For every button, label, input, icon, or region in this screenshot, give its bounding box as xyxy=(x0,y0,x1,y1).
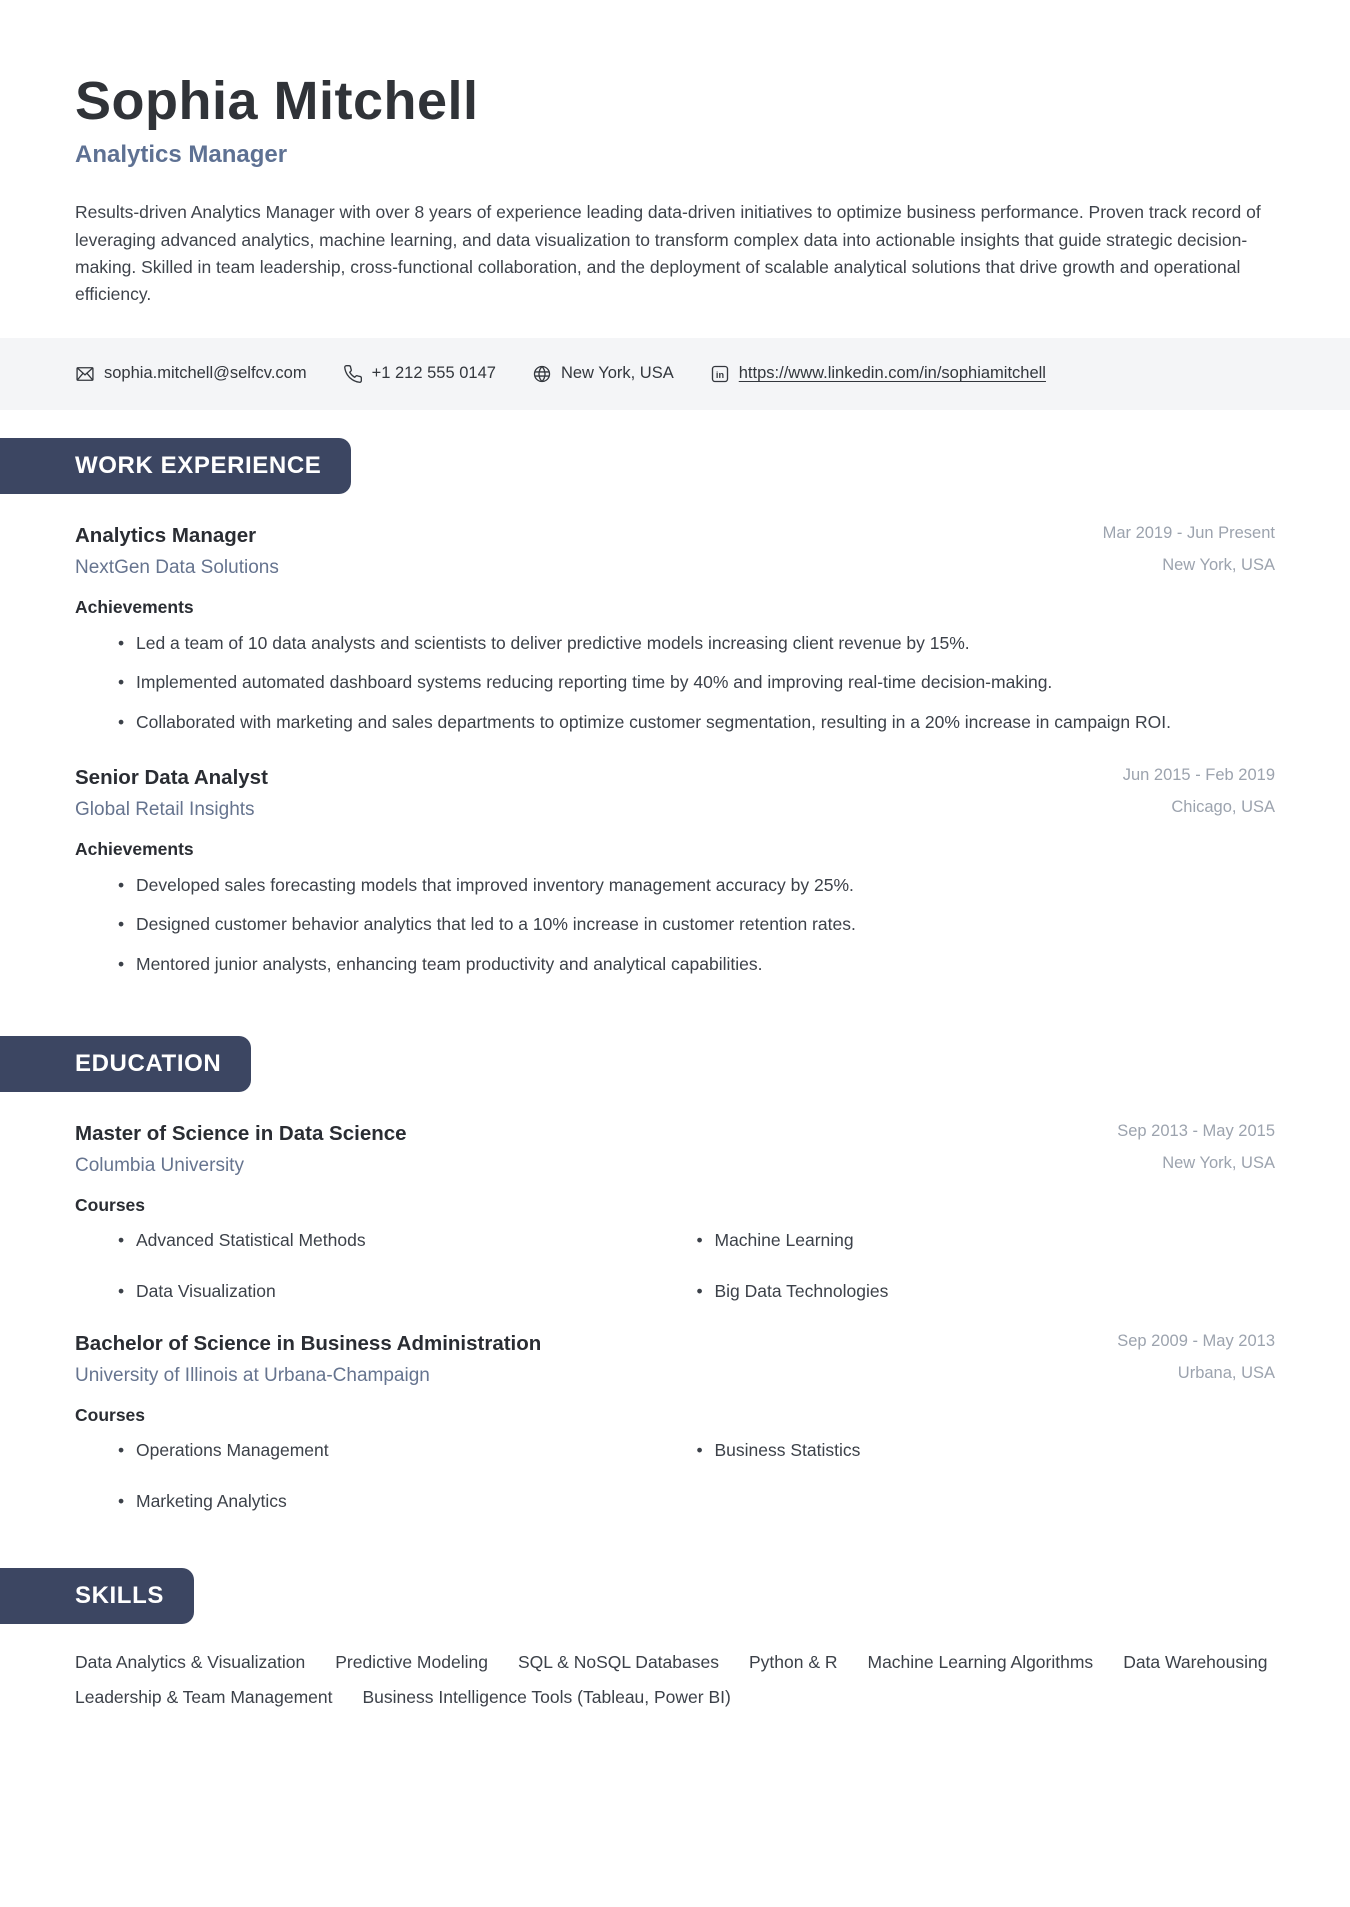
achievements-list xyxy=(75,872,1275,978)
education-section xyxy=(0,1122,1350,1512)
linkedin-link[interactable]: https://www.linkedin.com/in/sophiamitchell xyxy=(738,364,1046,383)
course-item: • Operations Management xyxy=(118,1440,697,1461)
achievements-label: Achievements xyxy=(75,838,194,859)
skill-item: Data Warehousing xyxy=(1123,1652,1268,1673)
contact-email-text: sophia.mitchell@selfcv.com xyxy=(104,364,307,383)
job-location: Chicago, USA xyxy=(1171,797,1275,816)
achievement-item: • Developed sales forecasting models that improved inventory management accuracy by 25%. xyxy=(118,872,1266,899)
degree-location: Urbana, USA xyxy=(1177,1364,1275,1383)
contact-phone xyxy=(343,364,496,384)
degree-dates: Sep 2013 - May 2015 xyxy=(1117,1122,1275,1141)
skill-item: SQL & NoSQL Databases xyxy=(517,1652,719,1673)
achievement-item: • Led a team of 10 data analysts and scientists to deliver predictive models increasing client revenue by 15%. xyxy=(118,630,1266,657)
skill-item: Machine Learning Algorithms xyxy=(867,1652,1094,1673)
job-title: Analytics Manager xyxy=(75,523,257,547)
work-section xyxy=(0,524,1350,978)
courses-label: Courses xyxy=(75,1405,146,1426)
course-item: • Marketing Analytics xyxy=(118,1491,697,1512)
resume-header xyxy=(0,0,1350,308)
contact-band xyxy=(0,338,1350,410)
job-dates: Jun 2015 - Feb 2019 xyxy=(1122,765,1275,784)
degree-school: Columbia University xyxy=(75,1155,244,1177)
job-company: NextGen Data Solutions xyxy=(75,556,279,578)
courses-label: Courses xyxy=(75,1195,146,1216)
course-item: • Data Visualization xyxy=(118,1281,697,1302)
achievements-label: Achievements xyxy=(75,596,194,617)
achievement-item: • Collaborated with marketing and sales departments to optimize customer segmentation, resulting in a 20% increase in campaign ROI. xyxy=(118,709,1266,736)
degree-location: New York, USA xyxy=(1162,1154,1275,1173)
achievement-item: • Implemented automated dashboard systems reducing reporting time by 40% and improving real-time decision-making. xyxy=(118,669,1266,696)
skill-item: Business Intelligence Tools (Tableau, Power BI) xyxy=(362,1687,731,1708)
courses-list xyxy=(75,1440,1275,1512)
section-heading-work: WORK EXPERIENCE xyxy=(0,438,351,494)
course-item: • Business Statistics xyxy=(697,1440,1276,1461)
skill-item: Leadership & Team Management xyxy=(75,1687,333,1708)
courses-list xyxy=(75,1230,1275,1302)
summary-paragraph: Results-driven Analytics Manager with over 8 years of experience leading data-driven initiatives to optimize business performance. Proven track record of leveraging advanced analytics, machine learning, and data visualization to transform complex data into actionable insights that guide strategic decision-making. Skilled in team leadership, cross-functional collaboration, and the deployment of scalable analytical solutions that drive growth and operational efficiency. xyxy=(75,202,1261,304)
course-item: • Machine Learning xyxy=(697,1230,1276,1251)
degree-school: University of Illinois at Urbana-Champaign xyxy=(75,1365,430,1387)
contact-email xyxy=(75,364,307,384)
contact-location-text: New York, USA xyxy=(560,364,674,383)
degree-entry xyxy=(75,1332,1275,1512)
svg-text:in: in xyxy=(715,369,724,380)
job-entry xyxy=(75,524,1275,736)
job-entry xyxy=(75,766,1275,978)
job-dates: Mar 2019 - Jun Present xyxy=(1102,523,1275,542)
person-name: Sophia Mitchell xyxy=(75,71,479,131)
achievement-item: • Mentored junior analysts, enhancing team productivity and analytical capabilities. xyxy=(118,951,1266,978)
contact-linkedin xyxy=(710,364,1046,384)
degree-title: Bachelor of Science in Business Administration xyxy=(75,1332,542,1356)
degree-title: Master of Science in Data Science xyxy=(75,1122,407,1146)
degree-dates: Sep 2009 - May 2013 xyxy=(1117,1332,1275,1351)
skill-item: Python & R xyxy=(748,1652,838,1673)
job-location: New York, USA xyxy=(1162,555,1275,574)
linkedin-icon xyxy=(710,364,730,384)
achievements-list xyxy=(75,630,1275,736)
achievement-item: • Designed customer behavior analytics that led to a 10% increase in customer retention rates. xyxy=(118,911,1266,938)
degree-entry xyxy=(75,1122,1275,1302)
contact-location xyxy=(532,364,674,384)
skill-item: Predictive Modeling xyxy=(335,1652,488,1673)
course-item: • Big Data Technologies xyxy=(697,1281,1276,1302)
section-heading-education: EDUCATION xyxy=(0,1036,251,1092)
email-icon xyxy=(75,364,95,384)
section-heading-skills: SKILLS xyxy=(0,1568,194,1624)
skills-list xyxy=(0,1652,1350,1708)
phone-icon xyxy=(343,364,363,384)
contact-phone-text: +1 212 555 0147 xyxy=(371,364,496,383)
job-title: Senior Data Analyst xyxy=(75,765,268,789)
person-title: Analytics Manager xyxy=(75,141,288,169)
course-item: • Advanced Statistical Methods xyxy=(118,1230,697,1251)
globe-icon xyxy=(532,364,552,384)
skill-item: Data Analytics & Visualization xyxy=(75,1652,306,1673)
job-company: Global Retail Insights xyxy=(75,798,255,820)
